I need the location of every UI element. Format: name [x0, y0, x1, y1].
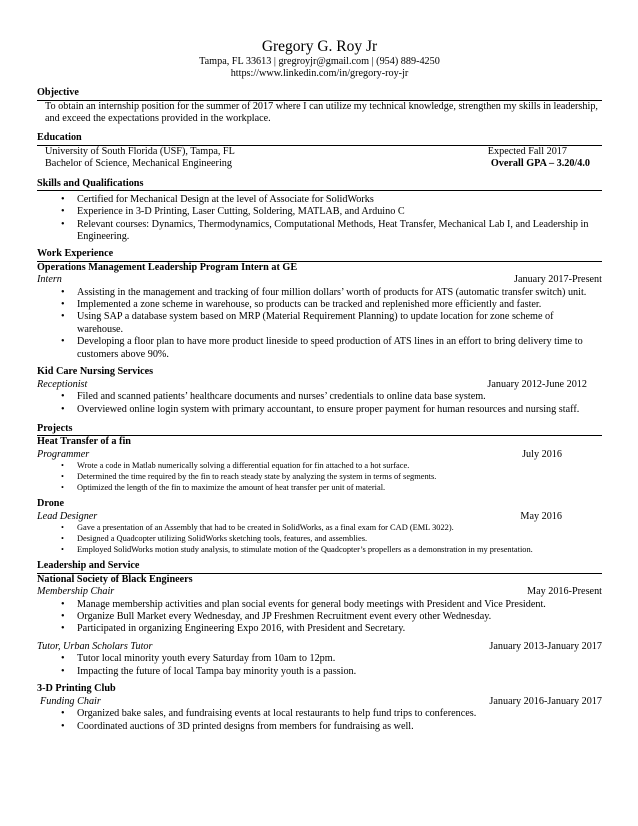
list-item: • Manage membership activities and plan social events for general body meetings with President and Vice President. [61, 598, 546, 610]
work-title-row [37, 379, 602, 391]
project-date: May 2016 [520, 510, 562, 522]
education-degree-row [37, 158, 602, 170]
skills-list [37, 194, 602, 244]
work-org: Kid Care Nursing Services [37, 366, 154, 378]
leadership-role: Membership Chair [37, 586, 115, 598]
leadership-dates: January 2016-January 2017 [489, 695, 602, 707]
work-org: Operations Management Leadership Program Intern at GE [37, 261, 298, 273]
list-item: • Optimized the length of the fin to maximize the amount of heat transfer per unit of material. [61, 482, 386, 492]
skills-heading: Skills and Qualifications [37, 178, 602, 191]
leadership-heading: Leadership and Service [37, 560, 602, 573]
work-dates: January 2017-Present [514, 274, 602, 286]
list-item: • Assisting in the management and tracking of four million dollars’ worth of products for ATS (automatic transfer switch) unit. [61, 286, 587, 298]
project-bullets [37, 461, 602, 493]
leadership-bullets [37, 599, 602, 636]
education-expected: Expected Fall 2017 [487, 145, 567, 157]
list-item: • Coordinated auctions of 3D printed designs from members for fundraising as well. [61, 720, 414, 732]
leadership-bullets [37, 708, 602, 733]
leadership-bullets [37, 653, 602, 678]
objective-text: To obtain an internship position for the summer of 2017 where I can utilize my technical knowledge, strengthen my skills in leadership, and exceed the expectations provided in the workplace. [45, 100, 598, 124]
project-bullets [37, 523, 602, 555]
leadership-role: Tutor, Urban Scholars Tutor [37, 640, 153, 652]
project-role: Programmer [37, 448, 90, 460]
work-title: Intern [37, 274, 62, 286]
project-role-row [37, 449, 602, 461]
education-degree: Bachelor of Science, Mechanical Engineering [45, 158, 232, 170]
list-item: • Impacting the future of local Tampa bay minority youth is a passion. [61, 665, 357, 677]
work-title: Receptionist [37, 378, 88, 390]
education-heading: Education [37, 132, 602, 145]
education-school-row [37, 146, 602, 158]
work-dates: January 2012-June 2012 [487, 378, 587, 390]
list-item: • Employed SolidWorks motion study analysis, to stimulate motion of the Quadcopter’s propellers as a demonstration in my presentation. [61, 544, 533, 554]
education-gpa: Overall GPA – 3.20/4.0 [490, 158, 590, 170]
project-date: July 2016 [522, 448, 562, 460]
list-item: • Developing a floor plan to have more product lineside to speed production of ATS lines in an effort to bring delivery time to customers above 90%. [61, 336, 583, 360]
leadership-role-row [37, 696, 602, 708]
leadership-role: Funding Chair [40, 695, 101, 707]
list-item: • Experience in 3-D Printing, Laser Cutting, Soldering, MATLAB, and Arduino C [61, 206, 405, 218]
resume-page [37, 38, 602, 733]
work-bullets [37, 391, 602, 416]
leadership-org: 3-D Printing Club [37, 683, 116, 695]
contact-line: Tampa, FL 33613 | gregroyjr@gmail.com | (954) 889-4250 [199, 55, 440, 67]
leadership-role-row [37, 641, 602, 653]
work-bullets [37, 287, 602, 362]
education-school: University of South Florida (USF), Tampa, FL [45, 145, 235, 157]
list-item: • Determined the time required by the fin to reach steady state by analyzing the system in terms of segments. [61, 471, 437, 481]
project-role-row [37, 511, 602, 523]
project-name: Heat Transfer of a fin [37, 436, 131, 448]
work-heading: Work Experience [37, 248, 602, 261]
leadership-org: National Society of Black Engineers [37, 573, 193, 585]
list-item: • Gave a presentation of an Assembly that had to be created in SolidWorks, as a final exam for CAD (EML 3022). [61, 523, 454, 533]
work-title-row [37, 274, 602, 286]
list-item: • Wrote a code in Matlab numerically solving a differential equation for fin attached to a hot surface. [61, 461, 410, 471]
list-item: • Certified for Mechanical Design at the level of Associate for SolidWorks [61, 193, 374, 205]
linkedin-url: https://www.linkedin.com/in/gregory-roy-jr [230, 68, 409, 80]
leadership-role-row [37, 586, 602, 598]
list-item: • Filed and scanned patients’ healthcare documents and nurses’ credentials to online data base system. [61, 391, 486, 403]
list-item: • Overviewed online login system with primary accountant, to ensure proper payment for human resources and nursing staff. [61, 403, 580, 415]
resume-name: Gregory G. Roy Jr [261, 38, 378, 55]
leadership-dates: May 2016-Present [527, 586, 602, 598]
project-name: Drone [37, 498, 64, 510]
list-item: • Participated in organizing Engineering Expo 2016, with President and Secretary. [61, 623, 406, 635]
list-item: • Implemented a zone scheme in warehouse, so products can be tracked and replenished more efficiently and faster. [61, 299, 542, 311]
project-role: Lead Designer [37, 510, 98, 522]
list-item: • Organized bake sales, and fundraising events at local restaurants to help fund trips to conferences. [61, 708, 477, 720]
leadership-dates: January 2013-January 2017 [489, 640, 602, 652]
list-item: • Relevant courses: Dynamics, Thermodynamics, Computational Methods, Heat Transfer, Mechanical Lab I, and Leadership in Engineering. [61, 218, 589, 243]
list-item: • Organize Bull Market every Wednesday, and JP Freshmen Recruitment event every other Wednesday. [61, 611, 492, 622]
list-item: • Tutor local minority youth every Saturday from 10am to 12pm. [61, 653, 336, 665]
objective-heading: Objective [37, 87, 602, 100]
list-item: • Using SAP a database system based on MRP (Material Requirement Planning) to update location for zone scheme of warehouse. [61, 311, 554, 335]
list-item: • Designed a Quadcopter utilizing SolidWorks sketching tools, features, and assemblies. [61, 533, 368, 543]
projects-heading: Projects [37, 423, 602, 436]
